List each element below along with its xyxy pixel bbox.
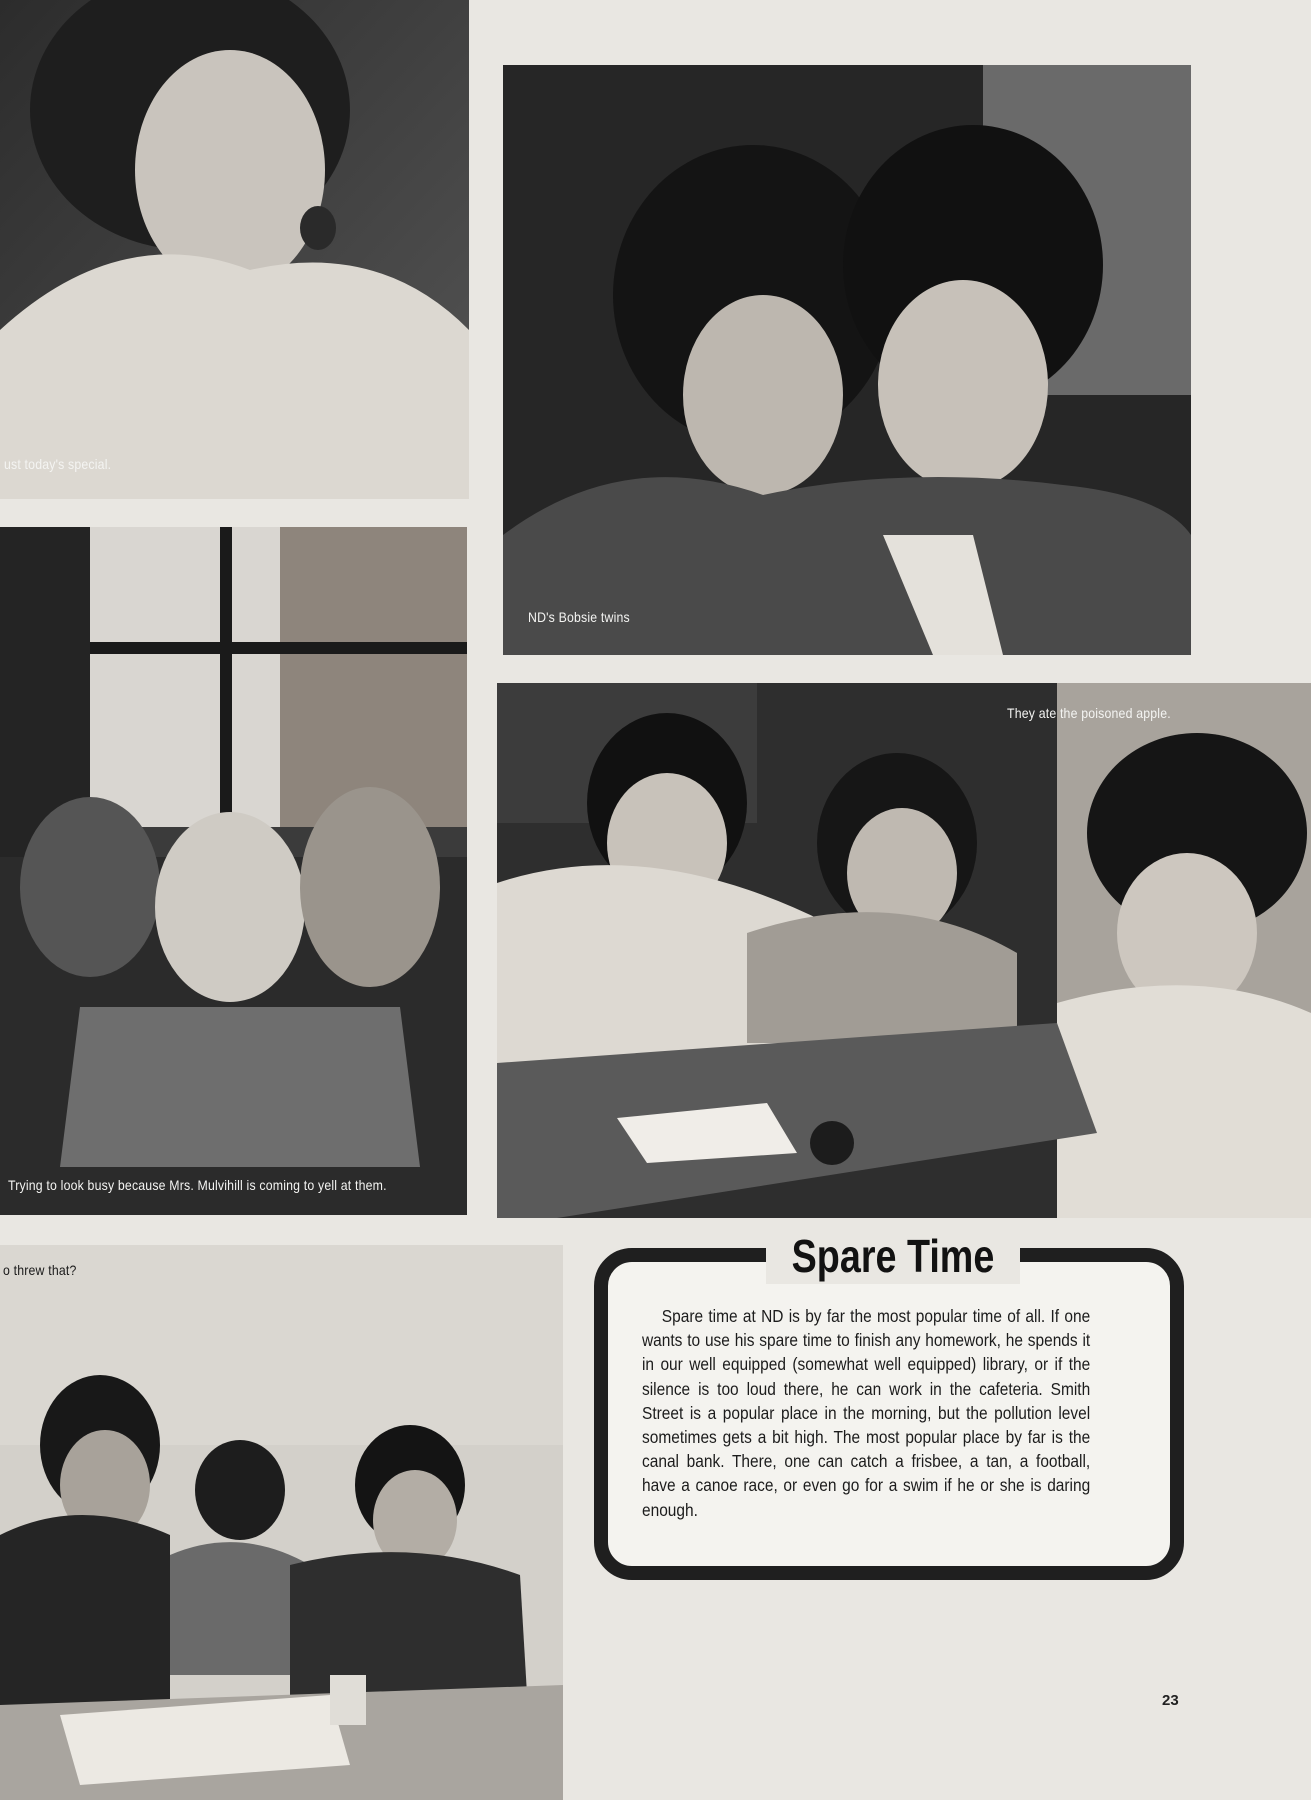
photo-middle-right-image <box>497 683 1311 1218</box>
photo-top-right-image <box>503 65 1191 655</box>
spare-time-title: Spare Time <box>791 1230 995 1282</box>
photo-middle-right-caption: They ate the poisoned apple. <box>1007 705 1171 721</box>
photo-bottom-left-image <box>0 1245 563 1800</box>
photo-top-right <box>503 65 1191 655</box>
photo-top-left-image <box>0 0 469 499</box>
photo-middle-right <box>497 683 1311 1218</box>
photo-middle-left <box>0 527 467 1215</box>
photo-bottom-left-caption: o threw that? <box>3 1262 77 1278</box>
photo-top-left-caption: ust today's special. <box>4 456 112 472</box>
photo-top-left <box>0 0 469 499</box>
spare-time-body: Spare time at ND is by far the most popular time of all. If one wants to use his spare time to finish any homework, he spends it in our well equipped (somewhat well equipped) library, or if the silence is too loud there, he can work in the cafeteria. Smith Street is a popular place in the morning, but the pollution level sometimes gets a bit high. The most popular place by far is the canal bank. There, one can catch a frisbee, a tan, a football, have a canoe race, or even go for a swim if he or she is daring enough. <box>642 1306 1091 1520</box>
page-number: 23 <box>1162 1692 1179 1709</box>
photo-bottom-left <box>0 1245 563 1800</box>
photo-middle-left-image <box>0 527 467 1215</box>
photo-top-right-caption: ND's Bobsie twins <box>528 609 630 625</box>
photo-middle-left-caption: Trying to look busy because Mrs. Mulvihill is coming to yell at them. <box>8 1177 387 1193</box>
